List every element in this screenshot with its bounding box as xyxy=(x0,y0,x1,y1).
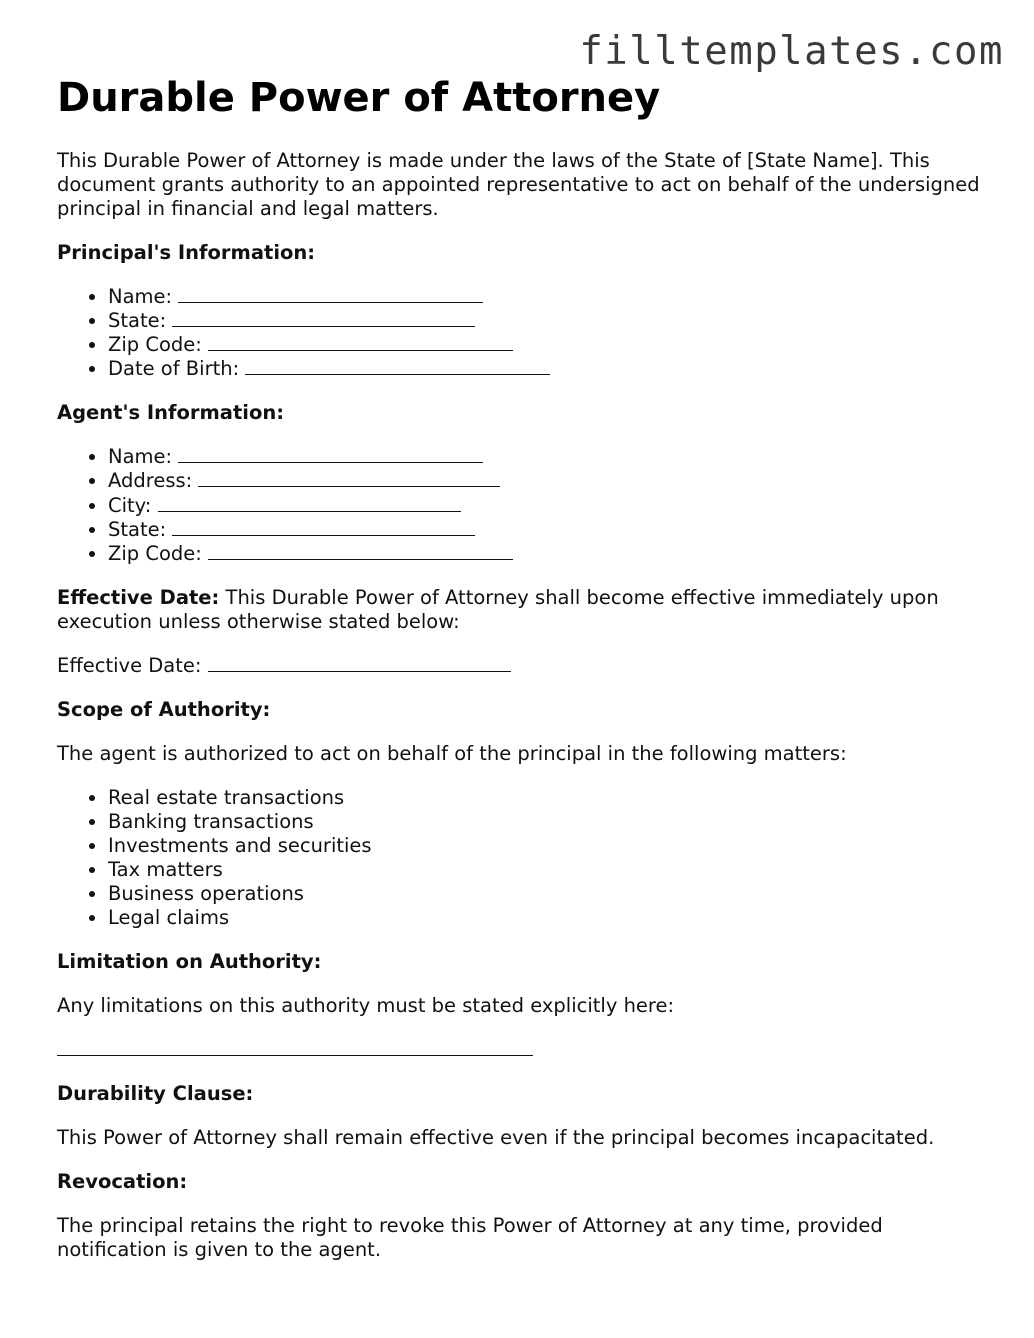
agent-name-field xyxy=(108,445,987,469)
agent-fields-list xyxy=(57,445,987,565)
effective-heading: Effective Date: xyxy=(57,585,220,609)
principal-state-field xyxy=(108,309,987,333)
document-title: Durable Power of Attorney xyxy=(57,75,661,121)
effective-date-blank[interactable] xyxy=(208,654,511,672)
scope-list xyxy=(57,786,987,931)
field-label: State: xyxy=(108,309,167,333)
principal-heading: Principal's Information: xyxy=(57,241,316,264)
agent-state-blank[interactable] xyxy=(172,518,475,536)
principal-dob-blank[interactable] xyxy=(245,357,550,375)
agent-zip-field xyxy=(108,542,987,566)
field-label: Address: xyxy=(108,469,193,493)
limitation-text: Any limitations on this authority must be stated explicitly here: xyxy=(57,994,675,1018)
revocation-heading: Revocation: xyxy=(57,1170,188,1194)
list-item: • Legal claims xyxy=(108,906,987,930)
watermark: filltemplates.com xyxy=(579,29,1004,74)
field-label: Date of Birth: xyxy=(108,357,240,381)
field-label: City: xyxy=(108,493,152,517)
durability-text: This Power of Attorney shall remain effective even if the principal becomes incapacitated. xyxy=(57,1126,935,1150)
list-item: • Investments and securities xyxy=(108,834,987,858)
list-item: • Banking transactions xyxy=(108,810,987,834)
agent-zip-blank[interactable] xyxy=(208,542,513,560)
principal-name-field xyxy=(108,285,987,309)
agent-heading: Agent's Information: xyxy=(57,401,285,425)
effective-date-field xyxy=(57,654,987,678)
effective-paragraph xyxy=(57,586,987,634)
principal-fields-list xyxy=(57,285,987,381)
limitation-line xyxy=(57,1038,987,1062)
agent-name-blank[interactable] xyxy=(178,445,483,463)
field-label: Name: xyxy=(108,445,173,469)
document-page xyxy=(57,74,987,1262)
list-item: • Real estate transactions xyxy=(108,786,987,810)
agent-address-blank[interactable] xyxy=(198,469,500,487)
field-label: Zip Code: xyxy=(108,541,202,565)
principal-dob-field xyxy=(108,357,987,381)
limitation-blank[interactable] xyxy=(57,1038,533,1056)
agent-state-field xyxy=(108,518,987,542)
durability-heading: Durability Clause: xyxy=(57,1082,254,1106)
field-label: Name: xyxy=(108,285,173,308)
principal-zip-blank[interactable] xyxy=(208,333,513,351)
field-label: Effective Date: xyxy=(57,653,202,677)
field-label: State: xyxy=(108,517,167,541)
scope-heading: Scope of Authority: xyxy=(57,697,271,721)
agent-address-field xyxy=(108,469,987,493)
list-item: • Business operations xyxy=(108,882,987,906)
principal-name-blank[interactable] xyxy=(178,285,483,303)
agent-city-field xyxy=(108,494,987,518)
intro-paragraph: This Durable Power of Attorney is made under the laws of the State of [State Name]. This document grants authority to an appointed representative to act on behalf of the undersigned principal in financial and legal matters. xyxy=(57,149,980,220)
field-label: Zip Code: xyxy=(108,333,202,357)
list-item: • Tax matters xyxy=(108,858,987,882)
limitation-heading: Limitation on Authority: xyxy=(57,950,322,974)
effective-text: This Durable Power of Attorney shall become effective immediately upon execution unless otherwise stated below: xyxy=(57,585,939,633)
agent-city-blank[interactable] xyxy=(158,494,461,512)
principal-zip-field xyxy=(108,333,987,357)
scope-intro: The agent is authorized to act on behalf of the principal in the following matters: xyxy=(57,741,847,765)
principal-state-blank[interactable] xyxy=(172,309,475,327)
revocation-text: The principal retains the right to revoke this Power of Attorney at any time, provided notification is given to the agent. xyxy=(57,1214,883,1262)
